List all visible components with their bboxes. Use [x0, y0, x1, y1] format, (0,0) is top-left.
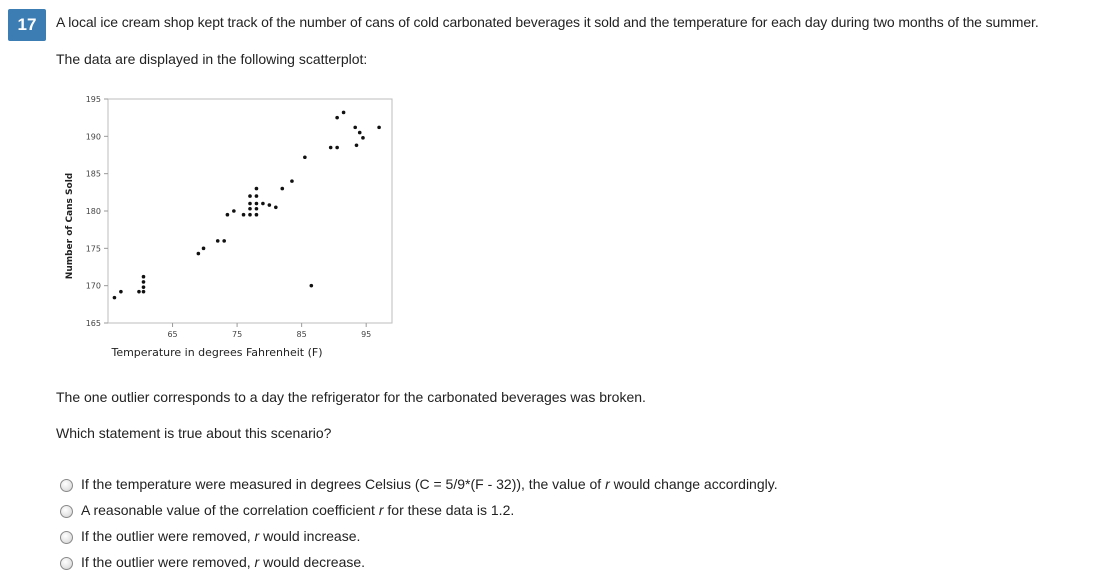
x-tick-label: 75 — [231, 330, 243, 339]
data-point — [268, 203, 272, 207]
data-point — [142, 275, 146, 279]
data-point — [329, 146, 333, 150]
choice-text: If the outlier were removed, r would decrease. — [81, 554, 366, 570]
y-tick-label: 190 — [85, 132, 101, 142]
y-axis-label: Number of Cans Sold — [65, 172, 75, 280]
y-tick-label: 185 — [85, 169, 101, 179]
data-point — [226, 213, 230, 217]
data-point — [255, 213, 259, 217]
radio-button[interactable] — [60, 505, 73, 518]
y-axis — [86, 95, 108, 328]
scatterplot — [60, 86, 400, 370]
plot-frame — [108, 99, 392, 323]
data-point — [255, 194, 259, 198]
data-point — [335, 116, 339, 120]
data-point — [274, 205, 278, 209]
data-point — [142, 280, 146, 284]
x-tick-label: 65 — [167, 330, 178, 339]
data-point — [255, 202, 259, 206]
question-stem: A local ice cream shop kept track of the number of cans of cold carbonated beverages it sold and the temperature for each day during two months of the summer. — [56, 14, 1039, 30]
data-point — [255, 187, 259, 191]
answer-choice-d[interactable] — [60, 549, 778, 575]
outlier-note: The one outlier corresponds to a day the refrigerator for the carbonated beverages was broken. — [56, 389, 646, 405]
x-axis-label: Temperature in degrees Fahrenheit (F) — [111, 346, 323, 359]
data-point — [335, 146, 339, 150]
data-point — [377, 126, 381, 130]
answer-choice-a[interactable] — [60, 471, 778, 497]
question-prompt: Which statement is true about this scenario? — [56, 425, 332, 441]
choice-text: If the temperature were measured in degrees Celsius (C = 5/9*(F - 32)), the value of r would change accordingly. — [81, 476, 778, 492]
answer-choices — [60, 471, 778, 575]
data-point — [142, 285, 146, 289]
x-tick-label: 95 — [361, 330, 372, 339]
data-point — [342, 111, 346, 115]
data-point — [261, 202, 265, 206]
answer-choice-b[interactable] — [60, 497, 778, 523]
x-tick-label: 85 — [296, 330, 307, 339]
data-point — [242, 213, 246, 217]
data-point — [358, 131, 362, 135]
data-point — [113, 296, 117, 300]
data-point — [222, 239, 226, 243]
answer-choice-c[interactable] — [60, 523, 778, 549]
data-point — [303, 155, 307, 159]
data-point — [248, 207, 252, 211]
data-point — [232, 209, 236, 213]
radio-button[interactable] — [60, 479, 73, 492]
data-point — [353, 126, 357, 130]
y-tick-label: 165 — [85, 319, 101, 328]
y-tick-label: 170 — [85, 281, 101, 291]
choice-text: A reasonable value of the correlation coefficient r for these data is 1.2. — [81, 502, 515, 518]
data-point — [355, 143, 359, 147]
data-point — [197, 252, 201, 256]
data-point — [216, 239, 220, 243]
y-tick-label: 180 — [85, 207, 101, 216]
data-point — [248, 213, 252, 217]
y-tick-label: 195 — [85, 95, 101, 104]
data-point — [248, 202, 252, 206]
choice-text: If the outlier were removed, r would increase. — [81, 528, 361, 544]
y-tick-label: 175 — [85, 244, 101, 254]
x-axis — [167, 323, 371, 339]
data-point — [248, 194, 252, 198]
data-point — [280, 187, 284, 191]
data-point — [142, 290, 146, 294]
radio-button[interactable] — [60, 557, 73, 570]
data-point — [255, 207, 259, 211]
data-point — [137, 290, 141, 294]
data-point — [119, 290, 123, 294]
data-point — [361, 136, 365, 140]
data-point — [310, 284, 314, 288]
question-number-badge: 17 — [8, 9, 46, 41]
radio-button[interactable] — [60, 531, 73, 544]
data-point — [290, 179, 294, 183]
question-intro: The data are displayed in the following scatterplot: — [56, 51, 368, 67]
data-point — [202, 247, 206, 251]
